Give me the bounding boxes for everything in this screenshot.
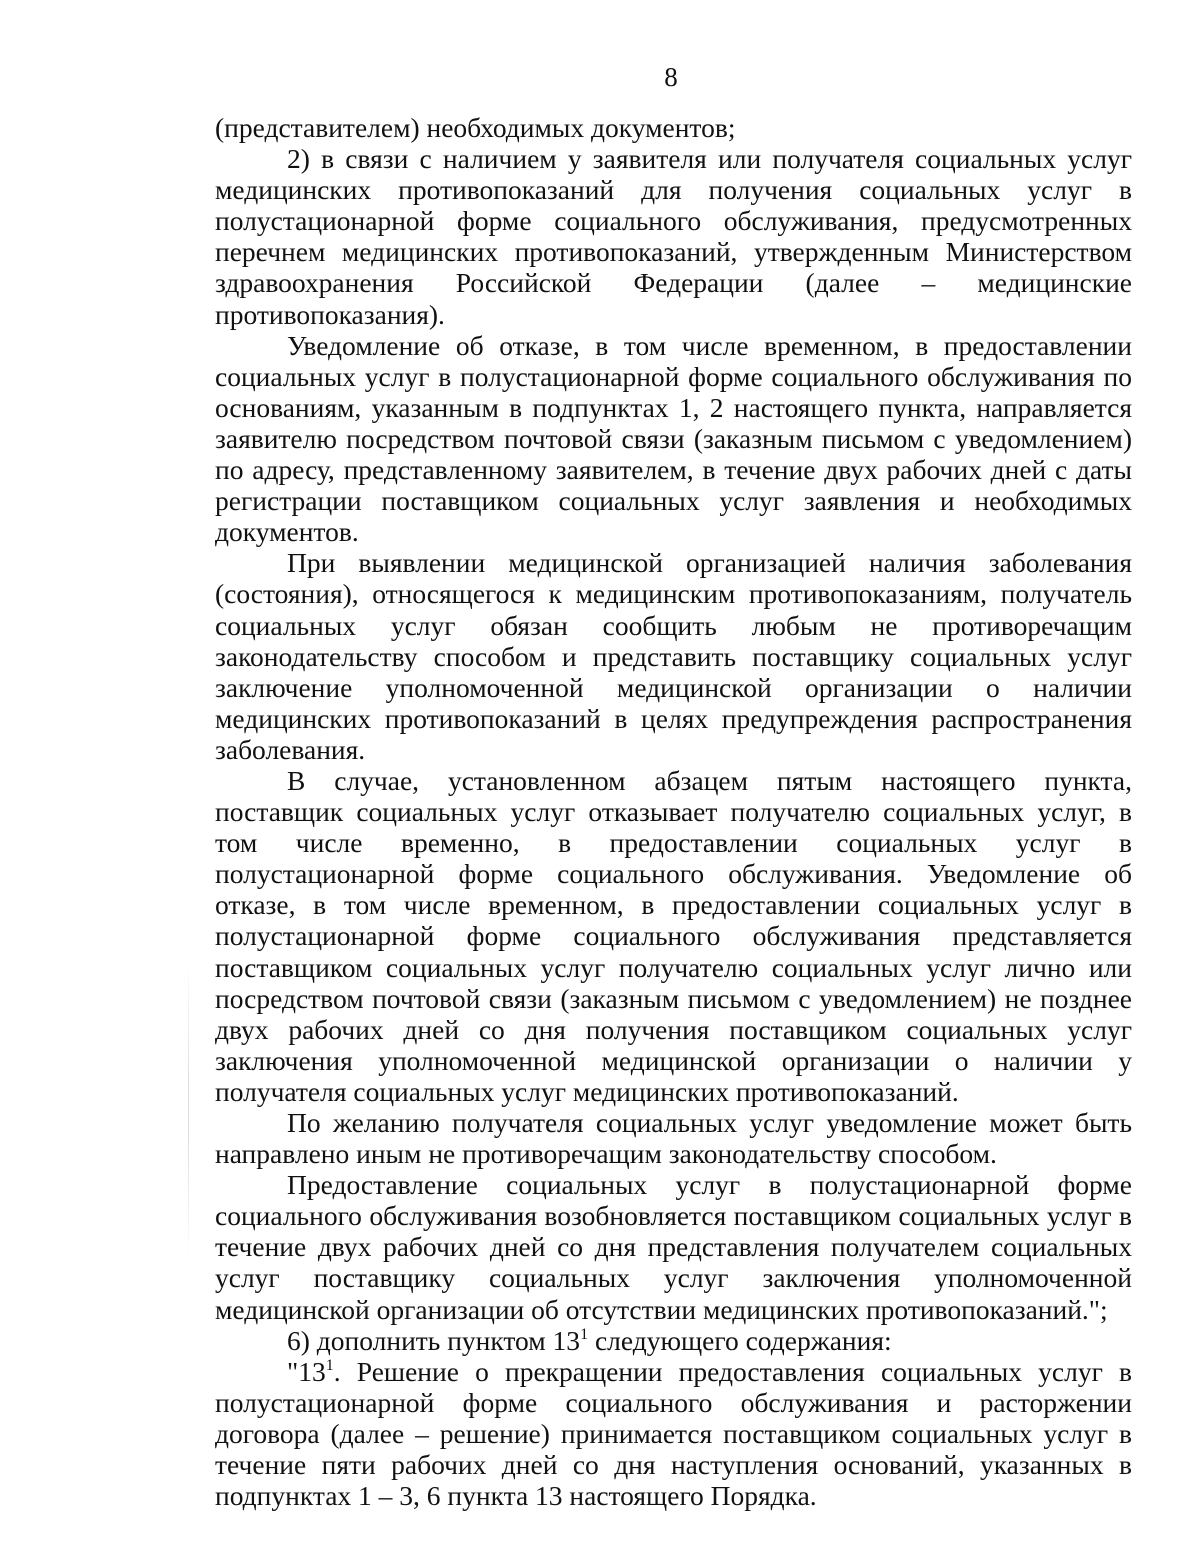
paragraph-amendment-intro [215,1325,1132,1356]
paragraph-alternative-notice: По желанию получателя социальных услуг уведомление может быть направлено иным не противоречащим законодательству способом. [215,1107,1132,1170]
clause-text: . Решение о прекращении предоставления социальных услуг в полустационарной форме социального обслуживания и расторжении договора (далее – решение) принимается поставщиком социальных услуг в течение пяти рабочих дней со дня наступления оснований, указанных в подпунктах 1 – 3, 6 пункта 13 настоящего Порядка. [215,1355,1132,1512]
paragraph-refusal-notice: Уведомление об отказе, в том числе временном, в предоставлении социальных услуг в полустационарной форме социального обслуживания по основаниям, указанным в подпунктах 1, 2 настоящего пункта, направляется заявителю посредством почтовой связи (заказным письмом с уведомлением) по адресу, представленному заявителем, в течение двух рабочих дней с даты регистрации поставщиком социальных услуг заявления и необходимых документов. [215,329,1132,548]
paragraph-refusal-case: В случае, установленном абзацем пятым настоящего пункта, поставщик социальных услуг отказывает получателю социальных услуг, в том числе временно, в предоставлении социальных услуг в полустационарной форме социального обслуживания. Уведомление об отказе, в том числе временном, в предоставлении социальных услуг в полустационарной форме социального обслуживания представляется поставщиком социальных услуг получателю социальных услуг лично или посредством почтовой связи (заказным письмом с уведомлением) не позднее двух рабочих дней со дня получения поставщиком социальных услуг заключения уполномоченной медицинской организации о наличии у получателя социальных услуг медицинских противопоказаний. [215,764,1132,1107]
document-body [215,112,1132,1511]
page-number: 8 [664,62,678,92]
amendment-intro-text: 6) дополнить пунктом 13 [287,1324,581,1356]
amendment-intro-tail: следующего содержания: [588,1324,892,1356]
paragraph-subitem-2: 2) в связи с наличием у заявителя или получателя социальных услуг медицинских противопоказаний для получения социальных услуг в полустационарной форме социального обслуживания, предусмотренных перечнем медицинских противопоказаний, утвержденным Министерством здравоохранения Российской Федерации (далее – медицинские противопоказания). [215,143,1132,330]
paragraph-continuation: (представителем) необходимых документов; [215,112,736,143]
paragraph-clause-13-1 [215,1356,1132,1511]
clause-superscript: 1 [325,1356,334,1374]
paragraph-medical-detection: При выявлении медицинской организацией наличия заболевания (состояния), относящегося к медицинским противопоказаниям, получатель социальных услуг обязан сообщить любым не противоречащим законодательству способом и представить поставщику социальных услуг заключение уполномоченной медицинской организации о наличии медицинских противопоказаний в целях предупреждения распространения заболевания. [215,547,1132,765]
amendment-intro-superscript: 1 [580,1325,589,1343]
paragraph-resumption: Предоставление социальных услуг в полустационарной форме социального обслуживания возобновляется поставщиком социальных услуг в течение двух рабочих дней со дня представления получателем социальных услуг поставщику социальных услуг заключения уполномоченной медицинской организации об отсутствии медицинских противопоказаний."; [215,1169,1132,1325]
clause-number: "13 [287,1355,326,1387]
scan-artifact-line [188,960,189,1260]
